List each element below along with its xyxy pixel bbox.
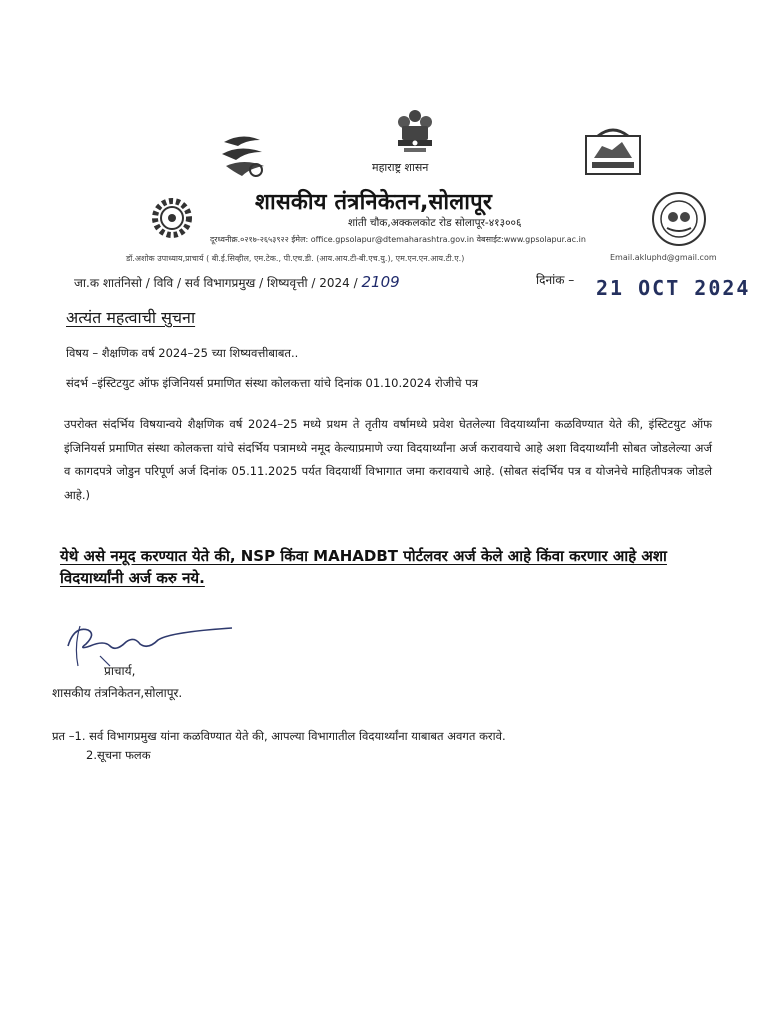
round-seal-logo	[650, 190, 708, 248]
notice-heading: अत्यंत महत्वाची सुचना	[66, 308, 196, 327]
important-note-text: येथे असे नमूद करण्यात येते की, NSP किंवा MAHADBT पोर्टलवर अर्ज केले आहे किंवा करणार आहे अशा विदयार्थ्यांनी अर्ज करु नये.	[60, 547, 667, 587]
gear-emblem-icon	[146, 192, 198, 244]
principal-credentials: डॉ.अशोक उपाध्याय,प्राचार्य ( बी.ई.सिव्हील, एम.टेक., पी.एच.डी. (आय.आय.टी-बी.एच.यु.), एम.एन.एन.आय.टी.ए.)	[126, 254, 465, 263]
copy-to-line-1: प्रत –1. सर्व विभागप्रमुख यांना कळविण्यात येते की, आपल्या विभागातील विदयार्थ्यांना याबाबत अवगत करावे.	[52, 729, 506, 743]
right-building-logo	[582, 128, 644, 178]
notice-subject: विषय – शैक्षणिक वर्ष 2024–25 च्या शिष्यवत्तीबाबत..	[66, 346, 299, 360]
signatory-designation: प्राचार्य,	[104, 664, 136, 678]
notice-body: उपरोक्त संदर्भिय विषयान्वये शैक्षणिक वर्ष 2024–25 मध्ये प्रथम ते तृतीय वर्षामध्ये प्रवेश घेतलेल्या विदयार्थ्यांना कळविण्यात येते की, इंस्टिटयुट ऑफ इंजिनियर्स प्रमाणित संस्था कोलकत्ता यांचे संदर्भिय पत्रामध्ये नमूद केल्याप्रमाणे ज्या विदयार्थ्यांना अर्ज करावयाचे आहे अशा विदयार्थ्यांनी सोबत जोडलेल्या अर्ज व कागदपत्रे जोडुन परिपूर्ण अर्ज दिनांक 05.11.2025 पर्यत विदयार्थी विभागात जमा करावयाचे आहे. (सोबत संदर्भिय पत्र व योजनेचे माहितीपत्रक जोडले आहे.)	[64, 417, 712, 502]
copy-to-line-2: 2.सूचना फलक	[86, 748, 151, 762]
reference-handwritten-number: 2109	[361, 273, 400, 291]
notice-reference: संदर्भ –इंस्टिटयुट ऑफ इंजिनियर्स प्रमाणित संस्था कोलकत्ता यांचे दिनांक 01.10.2024 रोजीचे पत्र	[66, 376, 479, 390]
institute-name: शासकीय तंत्रनिकेतन,सोलापूर	[255, 190, 493, 215]
signatory-institute: शासकीय तंत्रनिकेतन,सोलापूर.	[52, 686, 183, 700]
important-note	[60, 545, 720, 589]
date-label: दिनांक –	[536, 273, 575, 287]
state-emblem-icon	[390, 106, 440, 158]
institute-address: शांती चौक,अक्कलकोट रोड सोलापूर-४१३००६	[348, 217, 522, 229]
left-institute-logo	[216, 132, 270, 184]
reference-prefix: जा.क शातंनिसो / विवि / सर्व विभागप्रमुख / शिष्यवृत्ती / 2024 /	[74, 276, 362, 290]
personal-email: Email.akluphd@gmail.com	[610, 253, 717, 262]
reference-number	[74, 273, 400, 291]
date-stamp: 21 OCT 2024	[596, 276, 751, 300]
government-label: महाराष्ट्र शासन	[372, 161, 429, 174]
signature-mark	[60, 616, 240, 668]
contact-line: दूरध्वनीक्र.०२१७-२६५३९२२ ईमेल: office.gpsolapur@dtemaharashtra.gov.in वेबसाईट:www.gpsolapur.ac.in	[210, 235, 586, 244]
